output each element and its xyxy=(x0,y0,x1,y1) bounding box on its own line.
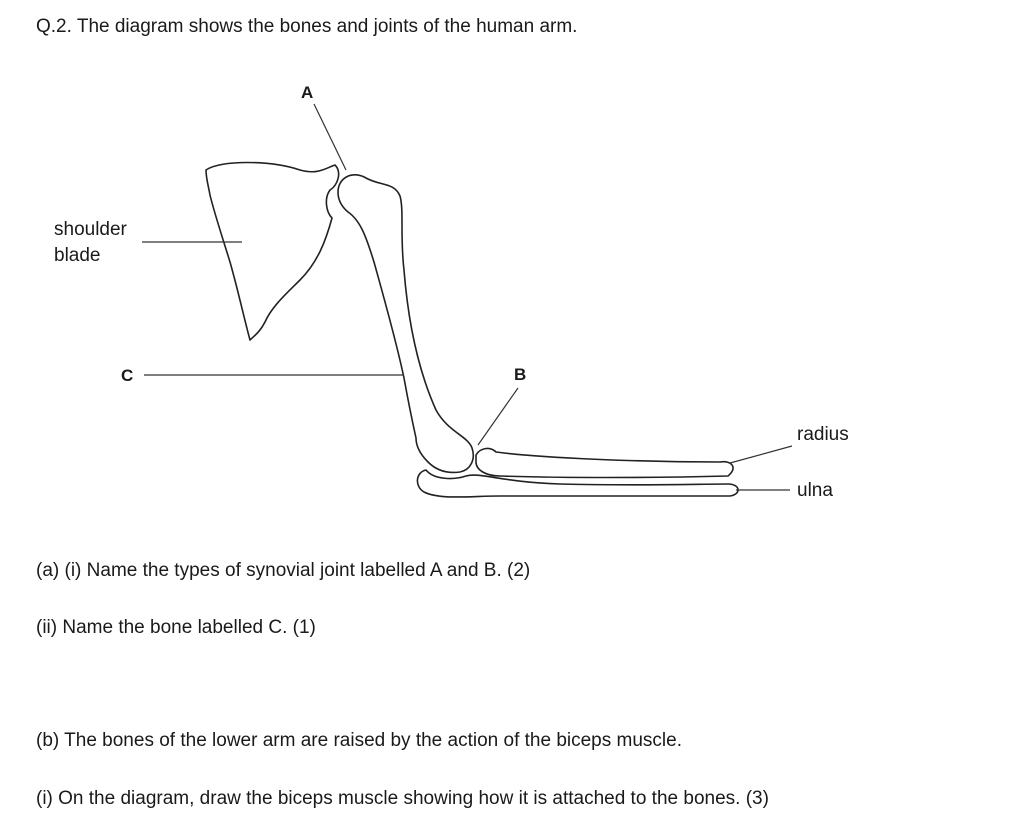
leader-line-radius xyxy=(730,446,792,463)
question-heading: Q.2. The diagram shows the bones and joints of the human arm. xyxy=(36,16,578,37)
question-part-b-i: (i) On the diagram, draw the biceps muscle showing how it is attached to the bones. (3) xyxy=(36,788,769,809)
label-C: C xyxy=(121,366,134,385)
leader-line-B xyxy=(478,388,518,445)
question-part-a-ii: (ii) Name the bone labelled C. (1) xyxy=(36,617,316,638)
label-shoulder-blade-line1: shoulder xyxy=(54,219,127,240)
question-part-b: (b) The bones of the lower arm are raised by the action of the biceps muscle. xyxy=(36,730,682,751)
radius-bone xyxy=(476,448,733,477)
shoulder-blade-bone xyxy=(206,163,339,341)
label-B: B xyxy=(514,365,527,384)
leader-line-A xyxy=(314,104,346,170)
label-radius: radius xyxy=(797,424,849,445)
question-part-a-i: (a) (i) Name the types of synovial joint labelled A and B. (2) xyxy=(36,560,531,581)
label-shoulder-blade-line2: blade xyxy=(54,245,101,266)
label-A: A xyxy=(301,83,314,102)
label-ulna: ulna xyxy=(797,480,833,501)
humerus-bone xyxy=(338,175,473,473)
